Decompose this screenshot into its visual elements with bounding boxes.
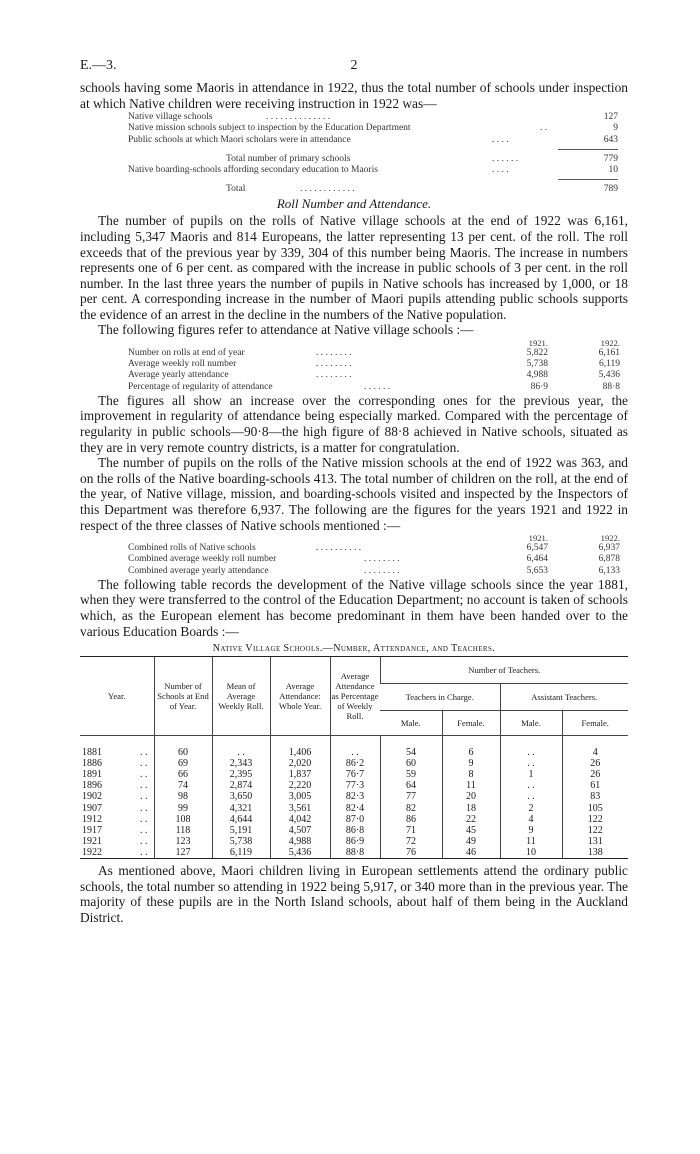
cell-in-charge-male: 72 <box>380 836 442 847</box>
cell-in-charge-female: 49 <box>442 836 500 847</box>
cell-assistant-male: 10 <box>500 847 562 859</box>
leader-dots: . . <box>140 846 148 858</box>
cell-percentage: 86·9 <box>330 836 380 847</box>
table-row <box>80 736 628 759</box>
cell-in-charge-male: 59 <box>380 769 442 780</box>
section-title: Roll Number and Attendance. <box>276 196 432 212</box>
document-page <box>80 58 628 925</box>
leader-dots: . . <box>140 791 148 803</box>
col-header-female: Female. <box>562 711 628 736</box>
cell-yearly-attendance: 4,988 <box>270 836 330 847</box>
table-row <box>80 825 628 836</box>
cell-assistant-male: 11 <box>500 836 562 847</box>
cell-in-charge-male: 64 <box>380 780 442 791</box>
year-label: 1907 <box>82 802 102 814</box>
cell-schools: 98 <box>154 791 212 802</box>
cell-assistant-female: 122 <box>562 814 628 825</box>
cell-percentage: 87·0 <box>330 814 380 825</box>
schools-statement <box>80 112 628 195</box>
table-row <box>80 847 628 859</box>
cell-weekly-roll: 4,321 <box>212 803 270 814</box>
statement-row: Native mission schools subject to inspection by the Education Department . . 9 <box>128 123 618 134</box>
leader-dots: . . <box>140 813 148 825</box>
mission-paragraph: The number of pupils on the rolls of the Native mission schools at the end of 1922 was 363, and on the rolls of the Native boarding-schools 413. The total number of children on the roll, at the end of the year, of Native village, mission, and boarding-schools visited and inspected by the Inspectors of this Department was therefore 6,937. The following are the figures for the years 1921 and 1922 in respect of the three classes of Native schools mentioned :— <box>80 455 628 533</box>
table-caption: Native Village Schools.—Number, Attendance, and Teachers. <box>212 643 496 655</box>
attendance-stats <box>80 338 628 393</box>
cell-assistant-male: . . <box>500 736 562 759</box>
cell-year <box>80 769 154 780</box>
cell-yearly-attendance: 2,020 <box>270 758 330 769</box>
cell-in-charge-female: 45 <box>442 825 500 836</box>
cell-assistant-male: . . <box>500 780 562 791</box>
page-header <box>80 58 628 80</box>
cell-year <box>80 780 154 791</box>
stats-row: Number on rolls at end of year . . . . . . . . 5,822 6,161 <box>128 348 620 359</box>
cell-yearly-attendance: 3,005 <box>270 791 330 802</box>
statement-total: Total . . . . . . . . . . . . 789 <box>226 184 618 195</box>
col-header-male: Male. <box>380 711 442 736</box>
col-header-male: Male. <box>500 711 562 736</box>
cell-schools: 66 <box>154 769 212 780</box>
leader-dots: . . <box>140 824 148 836</box>
statement-row: Native boarding-schools affording secondary education to Maoris . . . . 10 <box>128 164 618 175</box>
statement-subtotal: Total number of primary schools . . . . . . 779 <box>226 153 618 164</box>
cell-assistant-male: 4 <box>500 814 562 825</box>
year-label: 1886 <box>82 758 102 770</box>
cell-schools: 118 <box>154 825 212 836</box>
cell-year <box>80 803 154 814</box>
leader-dots: . . <box>140 758 148 770</box>
cell-yearly-attendance: 4,507 <box>270 825 330 836</box>
cell-assistant-female: 61 <box>562 780 628 791</box>
cell-weekly-roll: 2,343 <box>212 758 270 769</box>
year-label: 1896 <box>82 780 102 792</box>
cell-in-charge-male: 71 <box>380 825 442 836</box>
cell-percentage: 77·3 <box>330 780 380 791</box>
cell-weekly-roll: 6,119 <box>212 847 270 859</box>
cell-percentage: 82·4 <box>330 803 380 814</box>
roll-paragraph: The number of pupils on the rolls of Native village schools at the end of 1922 was 6,161, including 5,347 Maoris and 814 Europeans, the latter representing 13 per cent. of the roll. The roll exceeds that of the previous year by 339, 304 of this number being Maoris. The increase in numbers represents one of 6 per cent. as compared with the increase in public schools of 3 per cent. in the roll number. In the last three years the number of pupils in Native schools has increased by 1,000, or 18 per cent. A corresponding increase in the number of Maori pupils attending public schools supports the evidence of an arrest in the decline in the numbers of the Native population. <box>80 213 628 322</box>
leader-dots: . . <box>140 835 148 847</box>
cell-schools: 74 <box>154 780 212 791</box>
stats-year-header: 1921. 1922. <box>528 338 620 349</box>
cell-schools: 127 <box>154 847 212 859</box>
col-header-year: Year. <box>80 657 154 736</box>
cell-year <box>80 836 154 847</box>
following-paragraph: The following figures refer to attendance at Native village schools :— <box>98 322 474 338</box>
table-row <box>80 803 628 814</box>
stats-row: Combined average weekly roll number . . . . . . . . 6,464 6,878 <box>128 554 620 565</box>
stats-row: Average weekly roll number . . . . . . . . 5,738 6,119 <box>128 359 620 370</box>
cell-in-charge-male: 76 <box>380 847 442 859</box>
year-label: 1891 <box>82 769 102 781</box>
cell-assistant-male: . . <box>500 791 562 802</box>
cell-yearly-attendance: 1,406 <box>270 736 330 759</box>
stats-row: Average yearly attendance . . . . . . . . 4,988 5,436 <box>128 370 620 381</box>
cell-weekly-roll: 5,738 <box>212 836 270 847</box>
cell-in-charge-female: 18 <box>442 803 500 814</box>
cell-in-charge-male: 82 <box>380 803 442 814</box>
cell-yearly-attendance: 1,837 <box>270 769 330 780</box>
native-schools-table <box>80 656 628 859</box>
cell-in-charge-female: 6 <box>442 736 500 759</box>
cell-schools: 60 <box>154 736 212 759</box>
cell-percentage: 86·2 <box>330 758 380 769</box>
cell-weekly-roll: 5,191 <box>212 825 270 836</box>
intro-paragraph: schools having some Maoris in attendance in 1922, thus the total number of schools under inspection at which Native children were receiving instruction in 1922 was— <box>80 80 628 111</box>
leader-dots: . . <box>140 769 148 781</box>
cell-year <box>80 758 154 769</box>
table-row <box>80 769 628 780</box>
cell-in-charge-female: 8 <box>442 769 500 780</box>
cell-assistant-male: . . <box>500 758 562 769</box>
cell-schools: 99 <box>154 803 212 814</box>
cell-in-charge-female: 11 <box>442 780 500 791</box>
cell-weekly-roll: 3,650 <box>212 791 270 802</box>
cell-year <box>80 825 154 836</box>
leader-dots: . . <box>140 780 148 792</box>
cell-assistant-male: 2 <box>500 803 562 814</box>
final-paragraph: As mentioned above, Maori children living in European settlements attend the ordinary public schools, the total number so attending in 1922 being 5,917, or 340 more than in the previous year. The majority of these pupils are in the North Island schools, about half of them being in the Auckland District. <box>80 863 628 925</box>
table-row <box>80 836 628 847</box>
col-header-assistant: Assistant Teachers. <box>500 684 628 711</box>
col-header-weekly-roll: Mean of Average Weekly Roll. <box>212 657 270 736</box>
subtotal-rule <box>558 149 618 150</box>
report-code: E.—3. <box>80 58 117 73</box>
statement-row: Native village schools . . . . . . . . . . . . . . 127 <box>128 112 618 123</box>
stats-row: Combined rolls of Native schools . . . . . . . . . . 6,547 6,937 <box>128 543 620 554</box>
col-header-female: Female. <box>442 711 500 736</box>
stats-row: Percentage of regularity of attendance . . . . . . 86·9 88·8 <box>128 381 620 392</box>
table-intro-paragraph: The following table records the development of the Native village schools since the year 1881, when they were transferred to the control of the Education Department; no account is taken of schools which, as the European element has become predominant in them have been handed over to the various Education Boards :— <box>80 576 628 639</box>
cell-weekly-roll: . . <box>212 736 270 759</box>
stats-year-header: 1921. 1922. <box>528 533 620 544</box>
cell-weekly-roll: 4,644 <box>212 814 270 825</box>
cell-assistant-female: 26 <box>562 769 628 780</box>
year-label: 1912 <box>82 813 102 825</box>
cell-yearly-attendance: 5,436 <box>270 847 330 859</box>
year-label: 1921 <box>82 835 102 847</box>
cell-assistant-female: 131 <box>562 836 628 847</box>
leader-dots: . . <box>140 802 148 814</box>
cell-in-charge-female: 46 <box>442 847 500 859</box>
cell-assistant-female: 105 <box>562 803 628 814</box>
table-row <box>80 791 628 802</box>
table-row <box>80 780 628 791</box>
cell-in-charge-male: 86 <box>380 814 442 825</box>
cell-assistant-female: 26 <box>562 758 628 769</box>
cell-assistant-female: 83 <box>562 791 628 802</box>
cell-year <box>80 791 154 802</box>
cell-in-charge-female: 20 <box>442 791 500 802</box>
cell-schools: 108 <box>154 814 212 825</box>
col-header-teachers: Number of Teachers. <box>380 657 628 684</box>
year-label: 1902 <box>82 791 102 803</box>
cell-year <box>80 847 154 859</box>
cell-year <box>80 736 154 759</box>
cell-in-charge-male: 60 <box>380 758 442 769</box>
cell-percentage: 86·8 <box>330 825 380 836</box>
cell-assistant-female: 138 <box>562 847 628 859</box>
col-header-schools: Number of Schools at End of Year. <box>154 657 212 736</box>
year-label: 1917 <box>82 824 102 836</box>
cell-weekly-roll: 2,395 <box>212 769 270 780</box>
cell-schools: 69 <box>154 758 212 769</box>
year-label: 1922 <box>82 846 102 858</box>
cell-percentage: . . <box>330 736 380 759</box>
cell-assistant-male: 9 <box>500 825 562 836</box>
leader-dots: . . <box>140 747 148 759</box>
increase-paragraph: The figures all show an increase over the corresponding ones for the previous year, the improvement in regularity of attendance being especially marked. Compared with the percentage of regularity in public schools—90·8—the high figure of 88·8 achieved in Native schools, situated as they are in very remote country districts, is a matter for congratulation. <box>80 392 628 455</box>
combined-stats <box>80 533 628 577</box>
year-label: 1881 <box>82 747 102 759</box>
cell-yearly-attendance: 3,561 <box>270 803 330 814</box>
cell-year <box>80 814 154 825</box>
cell-assistant-male: 1 <box>500 769 562 780</box>
cell-in-charge-female: 9 <box>442 758 500 769</box>
cell-assistant-female: 4 <box>562 736 628 759</box>
cell-percentage: 88·8 <box>330 847 380 859</box>
statement-row: Public schools at which Maori scholars were in attendance . . . . 643 <box>128 134 618 145</box>
cell-percentage: 82·3 <box>330 791 380 802</box>
table-row <box>80 814 628 825</box>
cell-yearly-attendance: 2,220 <box>270 780 330 791</box>
total-rule <box>558 179 618 180</box>
col-header-in-charge: Teachers in Charge. <box>380 684 500 711</box>
table-row <box>80 758 628 769</box>
page-number: 2 <box>350 58 358 73</box>
cell-in-charge-female: 22 <box>442 814 500 825</box>
col-header-yearly-attendance: Average Attendance: Whole Year. <box>270 657 330 736</box>
cell-yearly-attendance: 4,042 <box>270 814 330 825</box>
cell-weekly-roll: 2,874 <box>212 780 270 791</box>
cell-percentage: 76·7 <box>330 769 380 780</box>
cell-in-charge-male: 77 <box>380 791 442 802</box>
col-header-percentage: Average Attendance as Percentage of Weekly Roll. <box>330 657 380 736</box>
cell-assistant-female: 122 <box>562 825 628 836</box>
stats-row: Combined average yearly attendance . . . . . . . . 5,653 6,133 <box>128 565 620 576</box>
cell-in-charge-male: 54 <box>380 736 442 759</box>
cell-schools: 123 <box>154 836 212 847</box>
